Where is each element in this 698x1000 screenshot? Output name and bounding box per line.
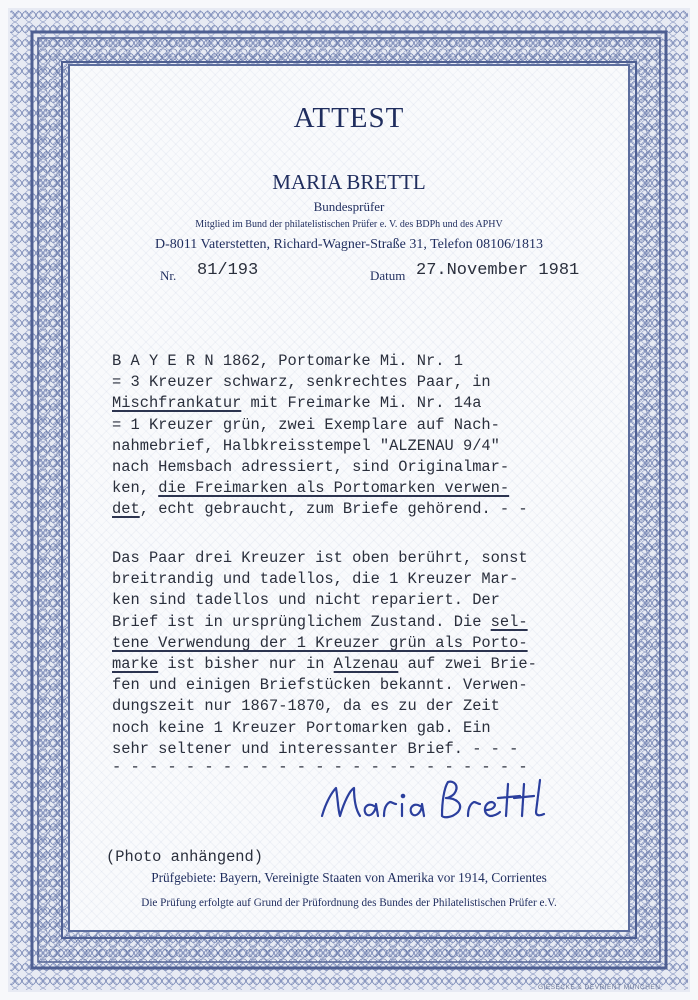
examiner-role: Bundesprüfer (313, 199, 385, 214)
membership-line: Mitglied im Bund der philatelistischen Prüfer e. V. des BDPh und des APHV (195, 219, 503, 230)
text-line: = 1 Kreuzer grün, zwei Exemplare auf Nach- (112, 415, 500, 434)
underlined-phrase: tene Verwendung der 1 Kreuzer grün als Porto- (112, 633, 528, 652)
underlined-phrase: Alzenau (333, 655, 399, 674)
text-line: det, echt gebraucht, zum Briefe gehörend. - - (112, 500, 528, 519)
text-line: nach Hemsbach adressiert, sind Originalmar- (112, 458, 510, 477)
regulation-notice: Die Prüfung erfolgte auf Grund der Prüfordnung des Bundes der Philatelistischen Prüfer e.V. (141, 897, 557, 909)
datum-label: Datum (370, 268, 406, 283)
photo-note: (Photo anhängend) (106, 848, 264, 866)
pruefgebiete-line: Prüfgebiete: Bayern, Vereinigte Staaten von Amerika vor 1914, Corrientes (151, 870, 547, 885)
text-line: Das Paar drei Kreuzer ist oben berührt, sonst (112, 549, 528, 567)
text-line: ken, die Freimarken als Portomarken verwen- (112, 479, 510, 498)
text-line: fen und einigen Briefstücken bekannt. Verwen- (112, 676, 528, 695)
datum-value: 27.November 1981 (416, 261, 580, 280)
condition-paragraph (112, 548, 537, 760)
underlined-phrase: marke (112, 655, 159, 674)
text-line: Mischfrankatur mit Freimarke Mi. Nr. 14a (112, 394, 482, 413)
text-line: dungszeit nur 1867-1870, da es zu der Zeit (112, 697, 500, 716)
text-line: B A Y E R N 1862, Portomarke Mi. Nr. 1 (112, 352, 463, 370)
underlined-phrase: sel- (490, 612, 528, 631)
text-line: = 3 Kreuzer schwarz, senkrechtes Paar, in (112, 373, 491, 392)
text-line: nahmebrief, Halbkreisstempel "ALZENAU 9/4" (112, 436, 500, 455)
underlined-phrase: die Freimarken als Portomarken verwen- (158, 479, 510, 498)
text-line: Brief ist in ursprünglichem Zustand. Die sel- (112, 612, 528, 631)
certificate-title: ATTEST (293, 102, 405, 134)
text-line: noch keine 1 Kreuzer Portomarken gab. Ein (112, 718, 491, 737)
underlined-phrase: det (112, 500, 140, 519)
description-paragraph (112, 351, 528, 521)
text-line (112, 633, 537, 654)
nr-value: 81/193 (197, 261, 259, 280)
handwritten-signature (318, 772, 558, 832)
text-line: sehr seltener und interessanter Brief. - - - (112, 739, 519, 758)
examiner-name: MARIA BRETTL (272, 170, 426, 194)
printer-imprint: GIESECKE & DEVRIENT MÜNCHEN (538, 984, 661, 991)
nr-label: Nr. (160, 268, 177, 283)
text-line: marke ist bisher nur in Alzenau auf zwei Brie- (112, 655, 537, 674)
underlined-phrase: Mischfrankatur (112, 394, 242, 413)
text-line: breitrandig und tadellos, die 1 Kreuzer Mar- (112, 570, 519, 589)
dash-line: - - - - - - - - - - - - - - - - - - - - - - - (112, 758, 528, 776)
text-line: ken sind tadellos und nicht repariert. Der (112, 591, 500, 610)
address-line: D-8011 Vaterstetten, Richard-Wagner-Straße 31, Telefon 08106/1813 (154, 237, 544, 252)
